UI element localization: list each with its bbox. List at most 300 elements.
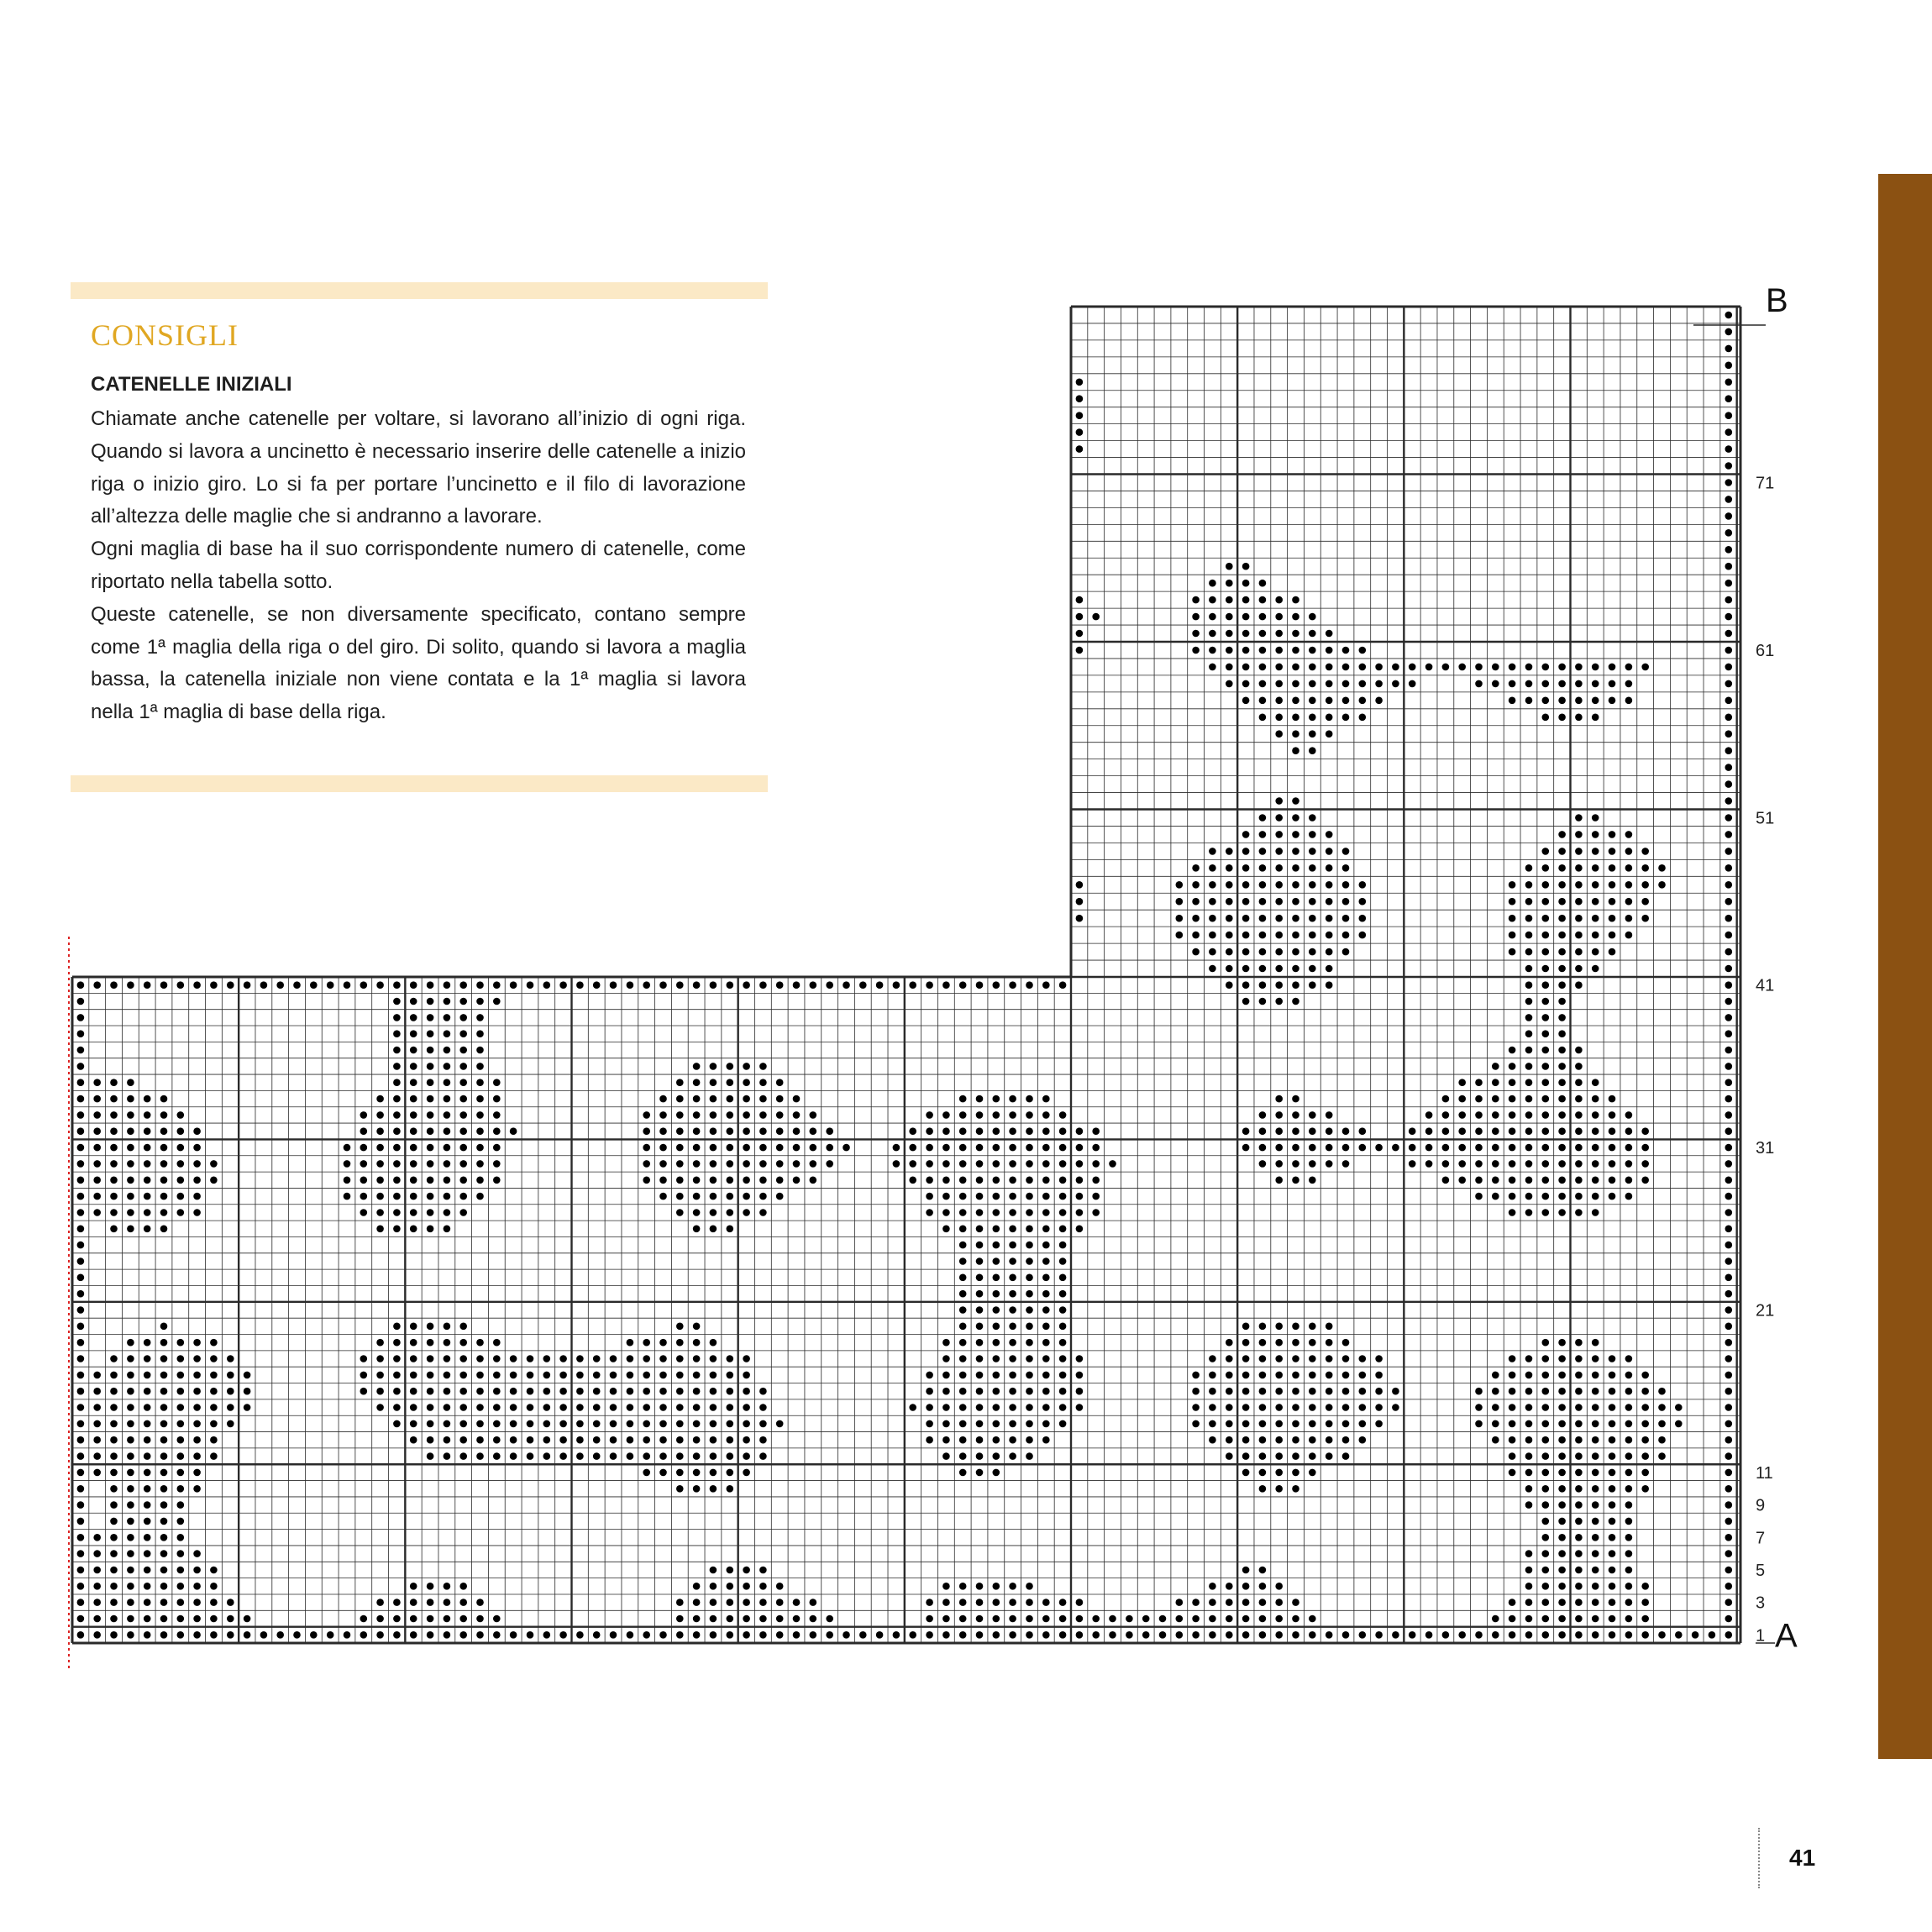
filled-cell [160, 1388, 168, 1395]
filled-cell [1059, 1127, 1067, 1135]
filled-cell [1625, 915, 1633, 922]
filled-cell [1309, 1452, 1316, 1460]
filled-cell [493, 1355, 501, 1362]
filled-cell [1292, 596, 1299, 604]
filled-cell [942, 1631, 950, 1639]
filled-cell [393, 1599, 401, 1606]
filled-cell [376, 1631, 384, 1639]
filled-cell [127, 1583, 134, 1590]
filled-cell [793, 1177, 801, 1184]
filled-cell [1209, 848, 1216, 855]
filled-cell [1542, 1095, 1550, 1103]
filled-cell [1242, 965, 1250, 973]
row-label: 31 [1756, 1139, 1775, 1158]
filled-cell [959, 1177, 967, 1184]
filled-cell [1558, 1047, 1566, 1054]
filled-cell [459, 981, 467, 989]
filled-cell [1076, 428, 1084, 436]
filled-cell [727, 1452, 734, 1460]
filled-cell [959, 1355, 967, 1362]
filled-cell [1292, 1111, 1299, 1119]
filled-cell [1641, 1420, 1649, 1428]
filled-cell [1275, 915, 1283, 922]
filled-cell [160, 1631, 168, 1639]
filled-cell [1076, 1404, 1084, 1411]
filled-cell [1342, 932, 1350, 939]
filled-cell [1042, 1388, 1050, 1395]
filled-cell [659, 1127, 667, 1135]
filled-cell [1542, 965, 1550, 973]
filled-cell [1458, 1144, 1466, 1152]
filled-cell [559, 1452, 567, 1460]
filled-cell [759, 1144, 767, 1152]
filled-cell [1259, 1452, 1267, 1460]
filled-cell [410, 1127, 417, 1135]
filled-cell [127, 1355, 134, 1362]
filled-cell [1641, 1599, 1649, 1606]
filled-cell [1592, 697, 1599, 705]
filled-cell [1242, 998, 1250, 1005]
filled-cell [1525, 1372, 1533, 1379]
filled-cell [1725, 462, 1733, 470]
filled-cell [1592, 965, 1599, 973]
filled-cell [993, 1226, 1000, 1233]
filled-cell [1226, 932, 1233, 939]
filled-cell [144, 1420, 151, 1428]
filled-cell [410, 1095, 417, 1103]
filled-cell [676, 1144, 684, 1152]
filled-cell [976, 1599, 984, 1606]
filled-cell [1009, 1226, 1016, 1233]
filled-cell [1259, 680, 1267, 688]
filled-cell [759, 1095, 767, 1103]
filled-cell [1575, 1599, 1583, 1606]
filled-cell [776, 1160, 784, 1168]
filled-cell [1641, 1127, 1649, 1135]
filled-cell [1126, 1615, 1133, 1623]
filled-cell [1725, 312, 1733, 319]
filled-cell [676, 1111, 684, 1119]
filled-cell [427, 1339, 434, 1347]
filled-cell [1558, 714, 1566, 722]
filled-cell [1641, 1404, 1649, 1411]
filled-cell [826, 1144, 833, 1152]
filled-cell [144, 1567, 151, 1574]
filled-cell [1142, 1631, 1150, 1639]
filled-cell [227, 1372, 234, 1379]
filled-cell [1509, 1144, 1516, 1152]
filled-cell [1009, 1615, 1016, 1623]
filled-cell [1542, 1631, 1550, 1639]
filled-cell [1226, 680, 1233, 688]
filled-cell [1375, 664, 1383, 671]
filled-cell [776, 1079, 784, 1086]
filled-cell [942, 1420, 950, 1428]
filled-cell [559, 1404, 567, 1411]
filled-cell [77, 1583, 85, 1590]
filled-cell [1226, 881, 1233, 889]
filled-cell [1259, 1323, 1267, 1331]
filled-cell [1542, 898, 1550, 906]
filled-cell [1042, 1144, 1050, 1152]
filled-cell [1558, 1079, 1566, 1086]
filled-cell [1026, 1242, 1033, 1249]
filled-cell [1076, 647, 1084, 654]
filled-cell [144, 1485, 151, 1493]
filled-cell [1292, 898, 1299, 906]
filled-cell [793, 1615, 801, 1623]
filled-cell [843, 1631, 850, 1639]
filled-cell [1359, 932, 1367, 939]
filled-cell [693, 1160, 701, 1168]
filled-cell [1575, 1404, 1583, 1411]
filled-cell [1609, 1388, 1616, 1395]
filled-cell [1542, 1615, 1550, 1623]
filled-cell [1592, 898, 1599, 906]
filled-cell [1192, 1615, 1200, 1623]
filled-cell [410, 1063, 417, 1070]
filled-cell [1492, 1063, 1499, 1070]
filled-cell [1625, 1485, 1633, 1493]
filled-cell [1326, 831, 1333, 838]
filled-cell [1059, 1160, 1067, 1168]
filled-cell [1492, 1631, 1499, 1639]
filled-cell [1109, 1615, 1116, 1623]
filled-cell [1275, 932, 1283, 939]
filled-cell [1625, 680, 1633, 688]
filled-cell [1209, 1583, 1216, 1590]
filled-cell [710, 1339, 717, 1347]
filled-cell [77, 1209, 85, 1216]
filled-cell [1042, 1290, 1050, 1298]
filled-cell [676, 1631, 684, 1639]
filled-cell [1542, 1469, 1550, 1477]
filled-cell [410, 1436, 417, 1444]
filled-cell [1226, 915, 1233, 922]
filled-cell [177, 1355, 185, 1362]
filled-cell [476, 1144, 484, 1152]
filled-cell [1275, 1111, 1283, 1119]
filled-cell [959, 1323, 967, 1331]
filled-cell [1009, 1404, 1016, 1411]
filled-cell [459, 1599, 467, 1606]
filled-cell [427, 1355, 434, 1362]
filled-cell [244, 981, 251, 989]
filled-cell [710, 1469, 717, 1477]
filled-cell [127, 1388, 134, 1395]
filled-cell [743, 1177, 750, 1184]
filled-cell [427, 1111, 434, 1119]
filled-cell [993, 1355, 1000, 1362]
filled-cell [110, 1111, 118, 1119]
filled-cell [1275, 814, 1283, 822]
filled-cell [1509, 1599, 1516, 1606]
filled-cell [427, 1323, 434, 1331]
filled-cell [1509, 881, 1516, 889]
filled-cell [1342, 881, 1350, 889]
filled-cell [1542, 1339, 1550, 1347]
filled-cell [1542, 1177, 1550, 1184]
filled-cell [1725, 1257, 1733, 1265]
filled-cell [1275, 647, 1283, 654]
filled-cell [1275, 630, 1283, 638]
filled-cell [459, 1583, 467, 1590]
filled-cell [1309, 1355, 1316, 1362]
filled-cell [177, 1501, 185, 1509]
filled-cell [559, 1436, 567, 1444]
filled-cell [410, 1160, 417, 1168]
filled-cell [1558, 1339, 1566, 1347]
filled-cell [510, 1420, 517, 1428]
filled-cell [659, 981, 667, 989]
filled-cell [110, 1615, 118, 1623]
filled-cell [710, 1127, 717, 1135]
filled-cell [1558, 1388, 1566, 1395]
filled-cell [1009, 1144, 1016, 1152]
filled-cell [1342, 915, 1350, 922]
filled-cell [1525, 1063, 1533, 1070]
filled-cell [1641, 1452, 1649, 1460]
filled-cell [676, 1095, 684, 1103]
filled-cell [1725, 428, 1733, 436]
filled-cell [976, 1615, 984, 1623]
filled-cell [1609, 1567, 1616, 1574]
filled-cell [1226, 1583, 1233, 1590]
filled-cell [1242, 1583, 1250, 1590]
filled-cell [1625, 1550, 1633, 1557]
filled-cell [227, 1420, 234, 1428]
filled-cell [1725, 379, 1733, 386]
filled-cell [77, 1452, 85, 1460]
filled-cell [1292, 831, 1299, 838]
filled-cell [676, 1355, 684, 1362]
filled-cell [759, 1111, 767, 1119]
filled-cell [1558, 1469, 1566, 1477]
filled-cell [1575, 1583, 1583, 1590]
filled-cell [1609, 1518, 1616, 1525]
filled-cell [659, 1452, 667, 1460]
filled-cell [710, 1485, 717, 1493]
filled-cell [493, 1339, 501, 1347]
filled-cell [393, 1193, 401, 1200]
filled-cell [743, 1193, 750, 1200]
filled-cell [976, 1111, 984, 1119]
filled-cell [1558, 1014, 1566, 1021]
filled-cell [510, 1127, 517, 1135]
filled-cell [1275, 680, 1283, 688]
filled-cell [743, 1127, 750, 1135]
row-label: 5 [1756, 1562, 1766, 1580]
filled-cell [1542, 864, 1550, 872]
filled-cell [1558, 1518, 1566, 1525]
filled-cell [959, 1306, 967, 1314]
filled-cell [127, 1339, 134, 1347]
filled-cell [1309, 831, 1316, 838]
filled-cell [144, 1388, 151, 1395]
filled-cell [227, 981, 234, 989]
filled-cell [627, 1404, 634, 1411]
filled-cell [177, 1469, 185, 1477]
filled-cell [743, 981, 750, 989]
filled-cell [444, 1226, 451, 1233]
filled-cell [1625, 1518, 1633, 1525]
filled-cell [926, 1436, 933, 1444]
filled-cell [1026, 1436, 1033, 1444]
filled-cell [1525, 1501, 1533, 1509]
filled-cell [1725, 1144, 1733, 1152]
filled-cell [77, 1631, 85, 1639]
filled-cell [676, 1420, 684, 1428]
filled-cell [1259, 1339, 1267, 1347]
filled-cell [727, 1193, 734, 1200]
filled-cell [1509, 932, 1516, 939]
filled-cell [1275, 1485, 1283, 1493]
filled-cell [1725, 546, 1733, 554]
filled-cell [993, 1257, 1000, 1265]
filled-cell [1509, 915, 1516, 922]
filled-cell [993, 1209, 1000, 1216]
filled-cell [210, 1404, 218, 1411]
filled-cell [659, 1160, 667, 1168]
filled-cell [976, 1436, 984, 1444]
filled-cell [576, 1631, 584, 1639]
filled-cell [1525, 915, 1533, 922]
filled-cell [1525, 664, 1533, 671]
filled-cell [1292, 714, 1299, 722]
filled-cell [1292, 664, 1299, 671]
filled-cell [627, 1388, 634, 1395]
filled-cell [1725, 831, 1733, 838]
filled-cell [160, 981, 168, 989]
filled-cell [77, 1226, 85, 1233]
filled-cell [93, 1372, 101, 1379]
filled-cell [93, 1583, 101, 1590]
filled-cell [1059, 1355, 1067, 1362]
filled-cell [1292, 1160, 1299, 1168]
filled-cell [1409, 680, 1416, 688]
filled-cell [1275, 831, 1283, 838]
filled-cell [610, 1355, 617, 1362]
filled-cell [1259, 1127, 1267, 1135]
filled-cell [1259, 864, 1267, 872]
filled-cell [427, 1193, 434, 1200]
filled-cell [160, 1160, 168, 1168]
filled-cell [1725, 1047, 1733, 1054]
filled-cell [1275, 1144, 1283, 1152]
filled-cell [1209, 580, 1216, 587]
filled-cell [1009, 1372, 1016, 1379]
filled-cell [77, 1550, 85, 1557]
filled-cell [1625, 1111, 1633, 1119]
filled-cell [1259, 1355, 1267, 1362]
filled-cell [926, 1404, 933, 1411]
filled-cell [93, 1193, 101, 1200]
filled-cell [693, 1420, 701, 1428]
filled-cell [810, 1127, 817, 1135]
filled-cell [393, 1095, 401, 1103]
filled-cell [1026, 1177, 1033, 1184]
filled-cell [1725, 496, 1733, 503]
filled-cell [1242, 1323, 1250, 1331]
filled-cell [459, 1372, 467, 1379]
filled-cell [1725, 898, 1733, 906]
filled-cell [1641, 1160, 1649, 1168]
filled-cell [1625, 831, 1633, 838]
filled-cell [1509, 680, 1516, 688]
filled-cell [1292, 1323, 1299, 1331]
filled-cell [1725, 1111, 1733, 1119]
filled-cell [743, 1388, 750, 1395]
filled-cell [1009, 1160, 1016, 1168]
filled-cell [160, 1567, 168, 1574]
filled-cell [1525, 1615, 1533, 1623]
filled-cell [1009, 1290, 1016, 1298]
filled-cell [1026, 1404, 1033, 1411]
filled-cell [1558, 932, 1566, 939]
filled-cell [610, 1452, 617, 1460]
filled-cell [393, 1014, 401, 1021]
filled-cell [393, 1339, 401, 1347]
filled-cell [1542, 1111, 1550, 1119]
filled-cell [1026, 1323, 1033, 1331]
filled-cell [1525, 1631, 1533, 1639]
filled-cell [444, 1339, 451, 1347]
filled-cell [244, 1631, 251, 1639]
filled-cell [527, 1355, 534, 1362]
filled-cell [1625, 1534, 1633, 1541]
filled-cell [1641, 848, 1649, 855]
filled-cell [77, 1160, 85, 1168]
filled-cell [743, 1209, 750, 1216]
filled-cell [1259, 630, 1267, 638]
filled-cell [676, 1323, 684, 1331]
filled-cell [177, 1404, 185, 1411]
filled-cell [1458, 1631, 1466, 1639]
filled-cell [527, 1631, 534, 1639]
filled-cell [110, 1209, 118, 1216]
filled-cell [110, 1469, 118, 1477]
filled-cell [1558, 1452, 1566, 1460]
filled-cell [993, 1242, 1000, 1249]
filled-cell [127, 1372, 134, 1379]
filled-cell [1592, 1469, 1599, 1477]
filled-cell [1558, 1420, 1566, 1428]
filled-cell [727, 1404, 734, 1411]
filled-cell [1259, 881, 1267, 889]
filled-cell [1026, 1388, 1033, 1395]
filled-cell [576, 1436, 584, 1444]
filled-cell [77, 1355, 85, 1362]
filled-cell [826, 1127, 833, 1135]
filled-cell [1592, 1599, 1599, 1606]
filled-cell [1592, 1193, 1599, 1200]
filled-cell [909, 1144, 916, 1152]
filled-cell [693, 1631, 701, 1639]
filled-cell [1292, 1095, 1299, 1103]
filled-cell [1292, 1355, 1299, 1362]
filled-cell [1542, 1355, 1550, 1362]
filled-cell [244, 1615, 251, 1623]
filled-cell [959, 1583, 967, 1590]
filled-cell [993, 1095, 1000, 1103]
filled-cell [427, 998, 434, 1005]
end-marker: B [1766, 282, 1788, 319]
filled-cell [493, 1095, 501, 1103]
filled-cell [344, 1193, 351, 1200]
filled-cell [127, 1404, 134, 1411]
filled-cell [1725, 915, 1733, 922]
filled-cell [476, 1177, 484, 1184]
